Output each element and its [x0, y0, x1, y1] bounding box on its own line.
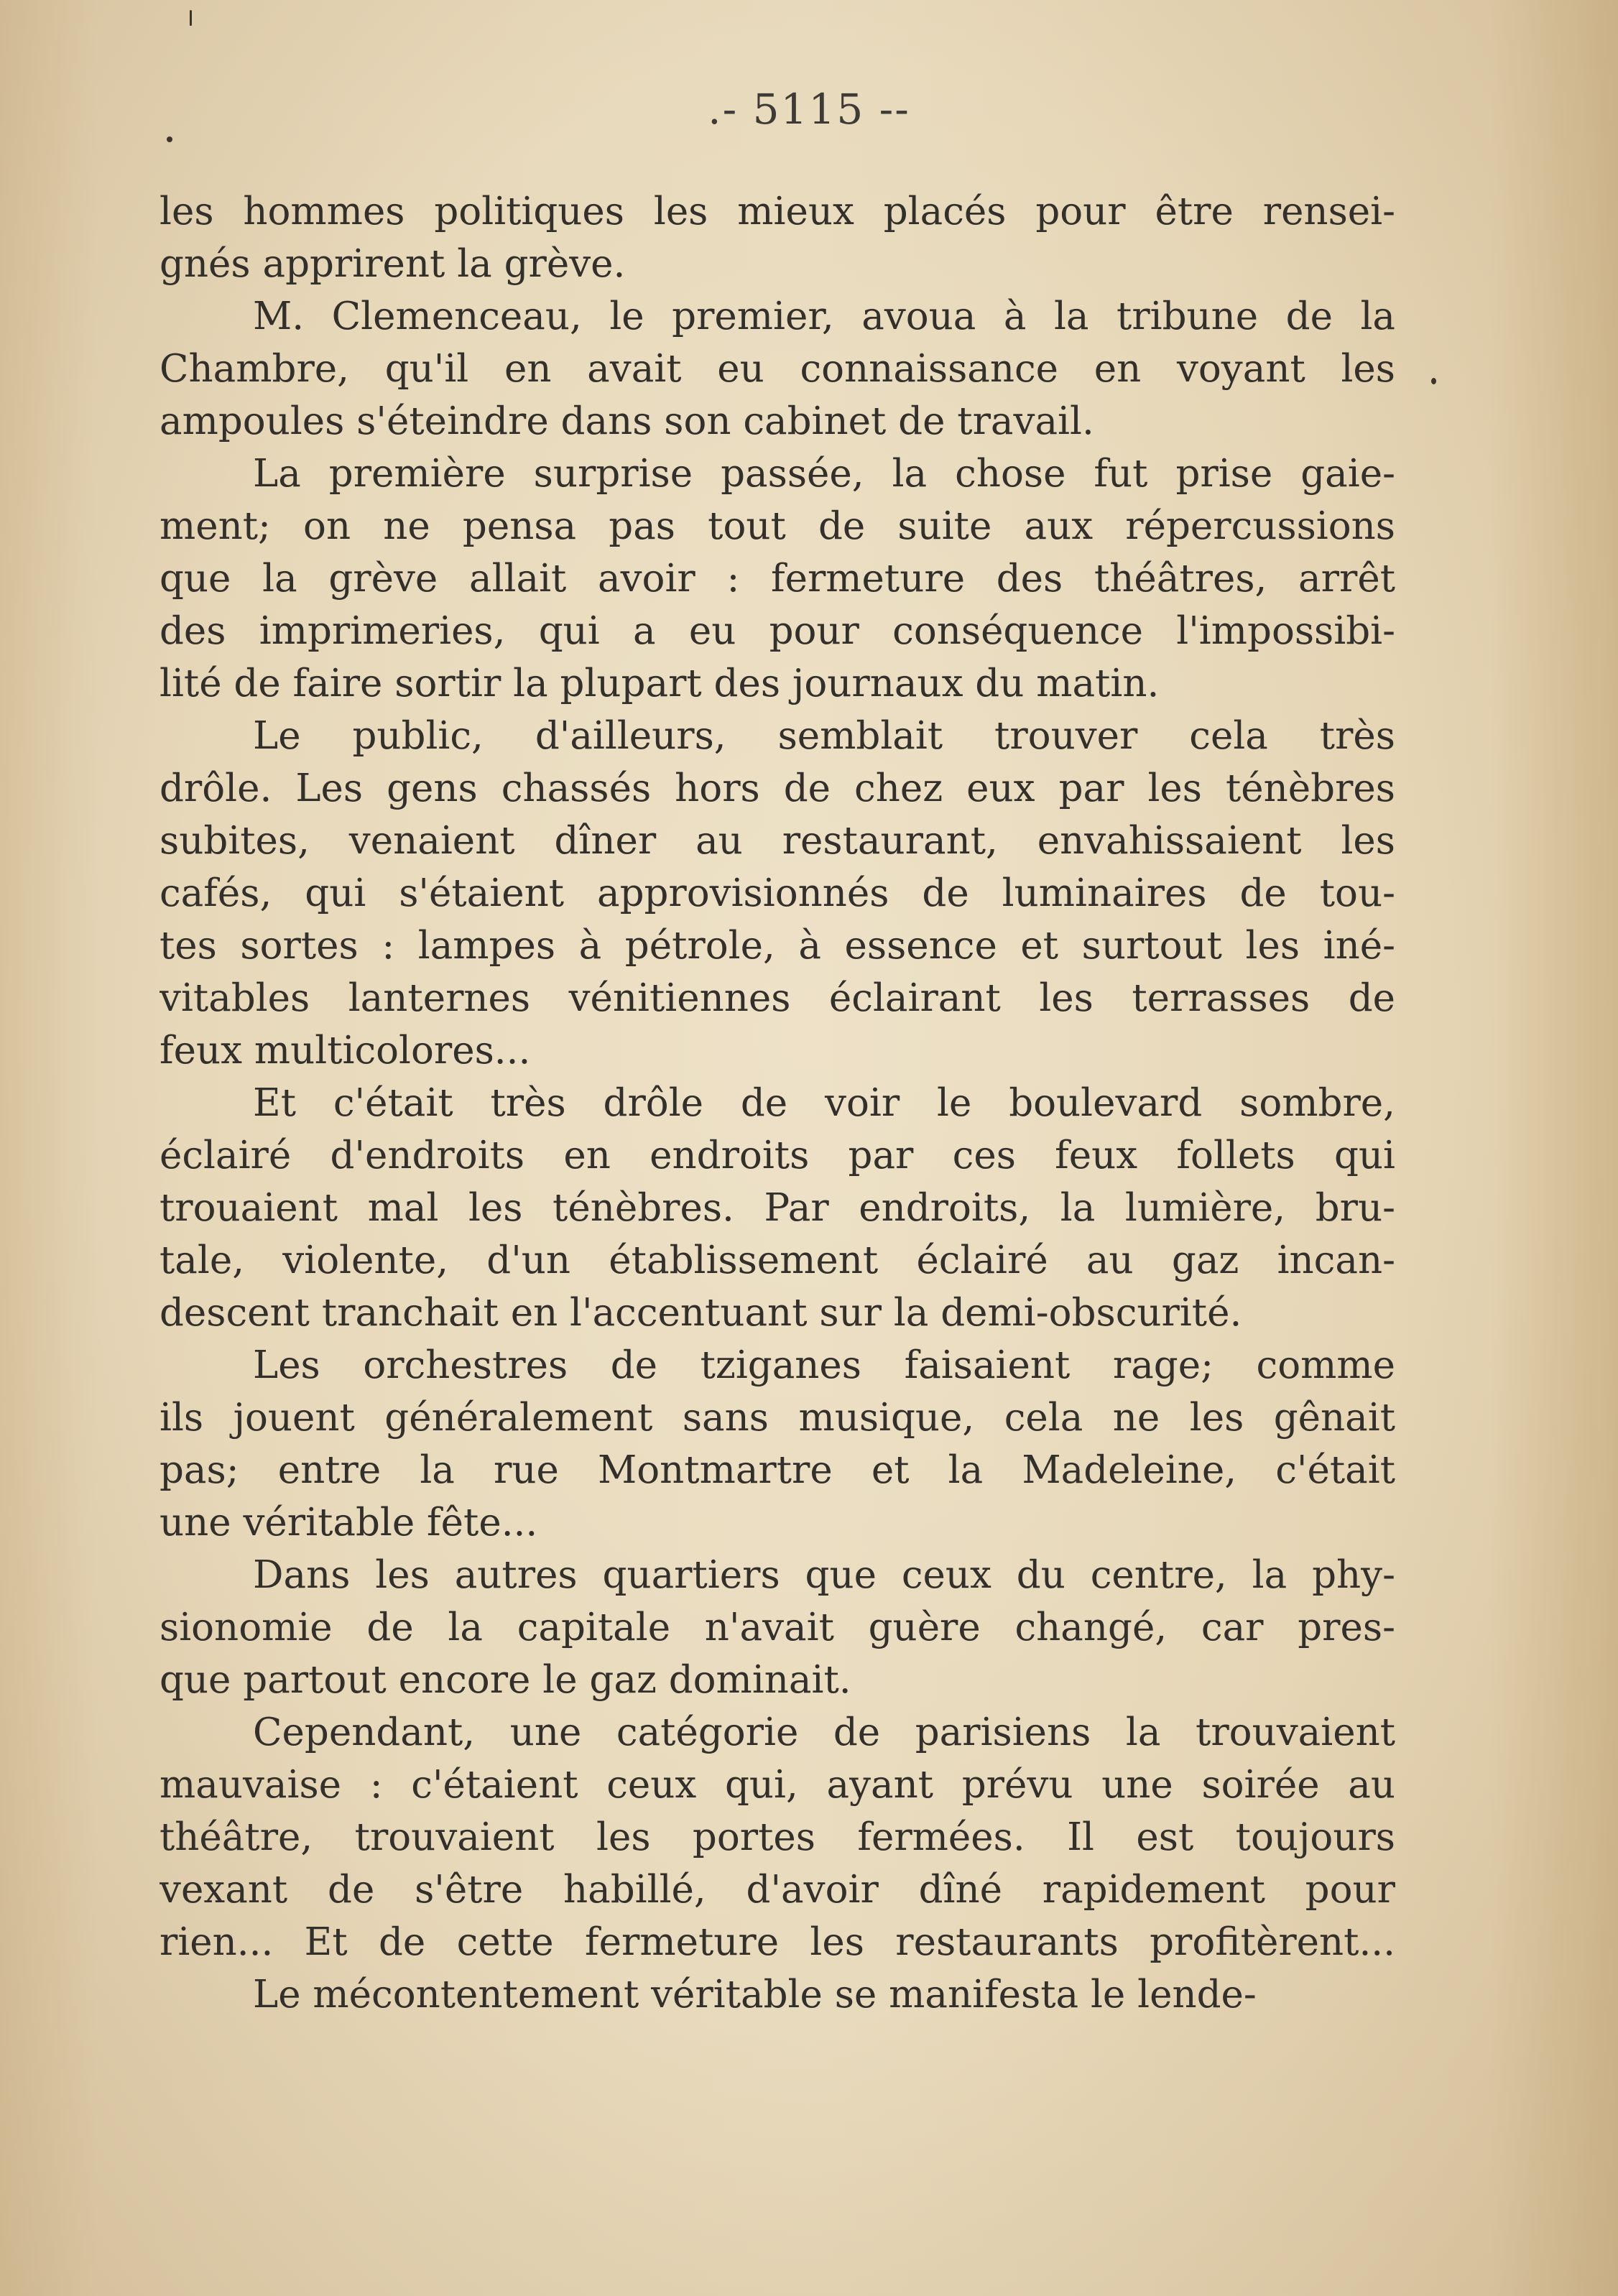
body-text [160, 185, 1395, 2021]
text-line: vitables lanternes vénitiennes éclairant les terrasses de [160, 976, 1395, 1020]
text-line: Et c'était très drôle de voir le boulevard sombre, [253, 1081, 1395, 1125]
text-line: théâtre, trouvaient les portes fermées. Il est toujours [160, 1815, 1395, 1859]
ink-speck [1431, 378, 1436, 384]
text-line: descent tranchait en l'accentuant sur la demi-obscurité. [160, 1291, 1242, 1335]
text-line: une véritable fête... [160, 1501, 538, 1545]
text-line: vexant de s'être habillé, d'avoir dîné rapidement pour [160, 1868, 1395, 1912]
text-line: rien... Et de cette fermeture les restaurants profitèrent... [160, 1920, 1395, 1964]
text-line: que la grève allait avoir : fermeture des théâtres, arrêt [160, 557, 1395, 601]
text-line: éclairé d'endroits en endroits par ces feux follets qui [160, 1134, 1395, 1177]
text-line: mauvaise : c'étaient ceux qui, ayant prévu une soirée au [160, 1763, 1395, 1807]
text-line: Les orchestres de tziganes faisaient rage; comme [253, 1343, 1395, 1387]
text-line: pas; entre la rue Montmartre et la Madeleine, c'était [160, 1448, 1395, 1492]
ink-speck [190, 10, 192, 26]
text-line: tes sortes : lampes à pétrole, à essence et surtout les iné- [160, 924, 1395, 968]
text-line: Le mécontentement véritable se manifesta le lende- [253, 1973, 1257, 2017]
page-number: .- 5115 -- [708, 85, 910, 134]
text-line: subites, venaient dîner au restaurant, envahissaient les [160, 819, 1395, 863]
text-line: ils jouent généralement sans musique, cela ne les gênait [160, 1396, 1395, 1440]
text-line: M. Clemenceau, le premier, avoua à la tribune de la [253, 295, 1395, 338]
ink-speck [167, 136, 172, 142]
text-line: Le public, d'ailleurs, semblait trouver cela très [253, 714, 1395, 758]
text-line: Chambre, qu'il en avait eu connaissance en voyant les [160, 347, 1395, 391]
text-line: les hommes politiques les mieux placés pour être rensei- [160, 190, 1395, 233]
text-line: que partout encore le gaz dominait. [160, 1658, 851, 1702]
text-line: ment; on ne pensa pas tout de suite aux répercussions [160, 504, 1395, 548]
text-line: des imprimeries, qui a eu pour conséquence l'impossibi- [160, 609, 1395, 653]
text-line: Cependant, une catégorie de parisiens la trouvaient [253, 1711, 1395, 1754]
text-line: cafés, qui s'étaient approvisionnés de luminaires de tou- [160, 871, 1395, 915]
text-line: sionomie de la capitale n'avait guère changé, car pres- [160, 1606, 1395, 1649]
text-line: tale, violente, d'un établissement éclairé au gaz incan- [160, 1239, 1395, 1282]
text-line: feux multicolores... [160, 1029, 531, 1073]
text-line: ampoules s'éteindre dans son cabinet de travail. [160, 399, 1094, 443]
text-line: Dans les autres quartiers que ceux du centre, la phy- [253, 1553, 1395, 1597]
text-line: gnés apprirent la grève. [160, 242, 626, 286]
text-line: drôle. Les gens chassés hors de chez eux par les ténèbres [160, 767, 1395, 810]
text-line: trouaient mal les ténèbres. Par endroits, la lumière, bru- [160, 1186, 1395, 1230]
text-line: La première surprise passée, la chose fut prise gaie- [253, 452, 1395, 496]
text-line: lité de faire sortir la plupart des journaux du matin. [160, 662, 1160, 705]
